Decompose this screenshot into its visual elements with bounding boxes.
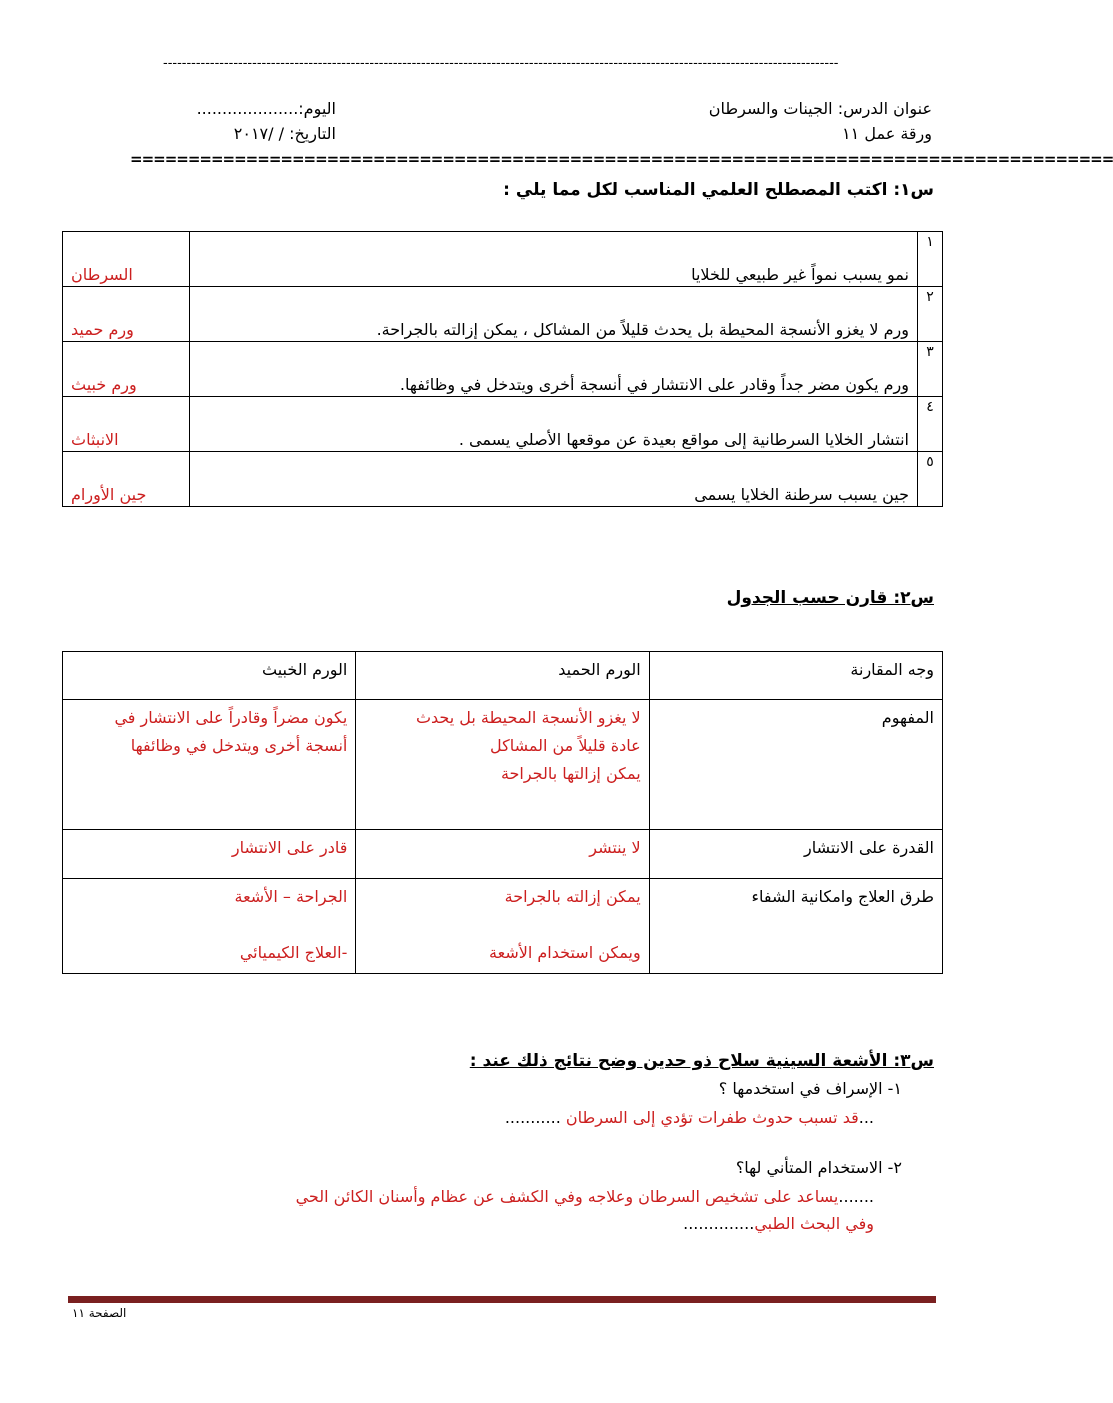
q1-table: [62, 231, 943, 507]
row-answer: السرطان: [63, 232, 190, 287]
row-text: ورم لا يغزو الأنسجة المحيطة بل يحدث قليلاً من المشاكل ، يمكن إزالته بالجراحة.: [190, 287, 918, 342]
lesson-title: عنوان الدرس: الجينات والسرطان: [708, 99, 932, 118]
q3-item1-question: ١- الإسراف في استخدمها ؟: [718, 1079, 902, 1098]
table-row: [63, 342, 943, 397]
top-dashed-rule: ------------------------------------------------------------------------------------------------------------------------------------------------: [163, 56, 839, 71]
row-number: ١: [918, 232, 943, 287]
row-text: جين يسبب سرطنة الخلايا يسمى: [190, 452, 918, 507]
q3-item2-answer: يساعد على تشخيص السرطان وعلاجه وفي الكشف عن عظام وأسنان الكائن الحي: [295, 1187, 839, 1206]
benign-cell: يمكن إزالته بالجراحة ويمكن استخدام الأشعة: [356, 879, 649, 974]
row-answer: ورم خبيث: [63, 342, 190, 397]
table-row: [63, 397, 943, 452]
row-text: نمو يسبب نمواً غير طبيعي للخلايا: [190, 232, 918, 287]
row-number: ٢: [918, 287, 943, 342]
row-text: انتشار الخلايا السرطانية إلى مواقع بعيدة عن موقعها الأصلي يسمى .: [190, 397, 918, 452]
table-row: [63, 287, 943, 342]
q1-title: س١: اكتب المصطلح العلمي المناسب لكل مما يلي :: [503, 180, 934, 200]
q3-item2-answer-line1: [296, 1187, 874, 1206]
q2-title: س٢: قارن حسب الجدول: [726, 588, 934, 608]
dots: ...: [858, 1108, 874, 1127]
benign-cell: لا يغزو الأنسجة المحيطة بل يحدث عادة قليلاً من المشاكل يمكن إزالتها بالجراحة: [356, 700, 649, 830]
dots: ..............: [683, 1214, 755, 1233]
table-row: [63, 232, 943, 287]
table-row: [63, 700, 943, 830]
row-text: ورم يكون مضر جداً وقادر على الانتشار في أنسجة أخرى ويتدخل في وظائفها.: [190, 342, 918, 397]
page-number: الصفحة ١١: [72, 1306, 127, 1320]
footer-divider: [68, 1296, 936, 1303]
q3-item2-answer-line2: [683, 1214, 874, 1233]
row-label: المفهوم: [649, 700, 942, 830]
column-header: الورم الخبيث: [63, 652, 356, 700]
day-field: اليوم:....................: [196, 99, 336, 118]
worksheet-number: ورقة عمل ١١: [842, 124, 932, 143]
malignant-cell: يكون مضراً وقادراً على الانتشار في أنسجة أخرى ويتدخل في وظائفها: [63, 700, 356, 830]
column-header: وجه المقارنة: [649, 652, 942, 700]
q3-item1-answer-line: [505, 1108, 874, 1127]
table-row: [63, 830, 943, 879]
date-field: التاريخ: / /٢٠١٧: [233, 124, 336, 143]
q3-item2-question: ٢- الاستخدام المتأني لها؟: [735, 1158, 902, 1177]
table-header-row: [63, 652, 943, 700]
q3-item1-answer: قد تسبب حدوث طفرات تؤدي إلى السرطان: [565, 1108, 859, 1127]
q3-title: س٣: الأشعة السينية سلاح ذو حدين وضح نتائج ذلك عند :: [469, 1051, 934, 1071]
q3-item2-answer-cont: وفي البحث الطبي: [754, 1214, 874, 1233]
dots: .......: [838, 1187, 874, 1206]
row-answer: الانبثاث: [63, 397, 190, 452]
malignant-cell: الجراحة – الأشعة -العلاج الكيميائي: [63, 879, 356, 974]
dots: ...........: [504, 1108, 566, 1127]
row-number: ٥: [918, 452, 943, 507]
row-answer: ورم حميد: [63, 287, 190, 342]
malignant-cell: قادر على الانتشار: [63, 830, 356, 879]
equals-rule: =====================================================================================: [130, 150, 1113, 168]
row-number: ٤: [918, 397, 943, 452]
row-label: القدرة على الانتشار: [649, 830, 942, 879]
row-label: طرق العلاج وامكانية الشفاء: [649, 879, 942, 974]
row-number: ٣: [918, 342, 943, 397]
table-row: [63, 879, 943, 974]
table-row: [63, 452, 943, 507]
q2-comparison-table: [62, 651, 943, 974]
row-answer: جين الأورام: [63, 452, 190, 507]
column-header: الورم الحميد: [356, 652, 649, 700]
benign-cell: لا ينتشر: [356, 830, 649, 879]
